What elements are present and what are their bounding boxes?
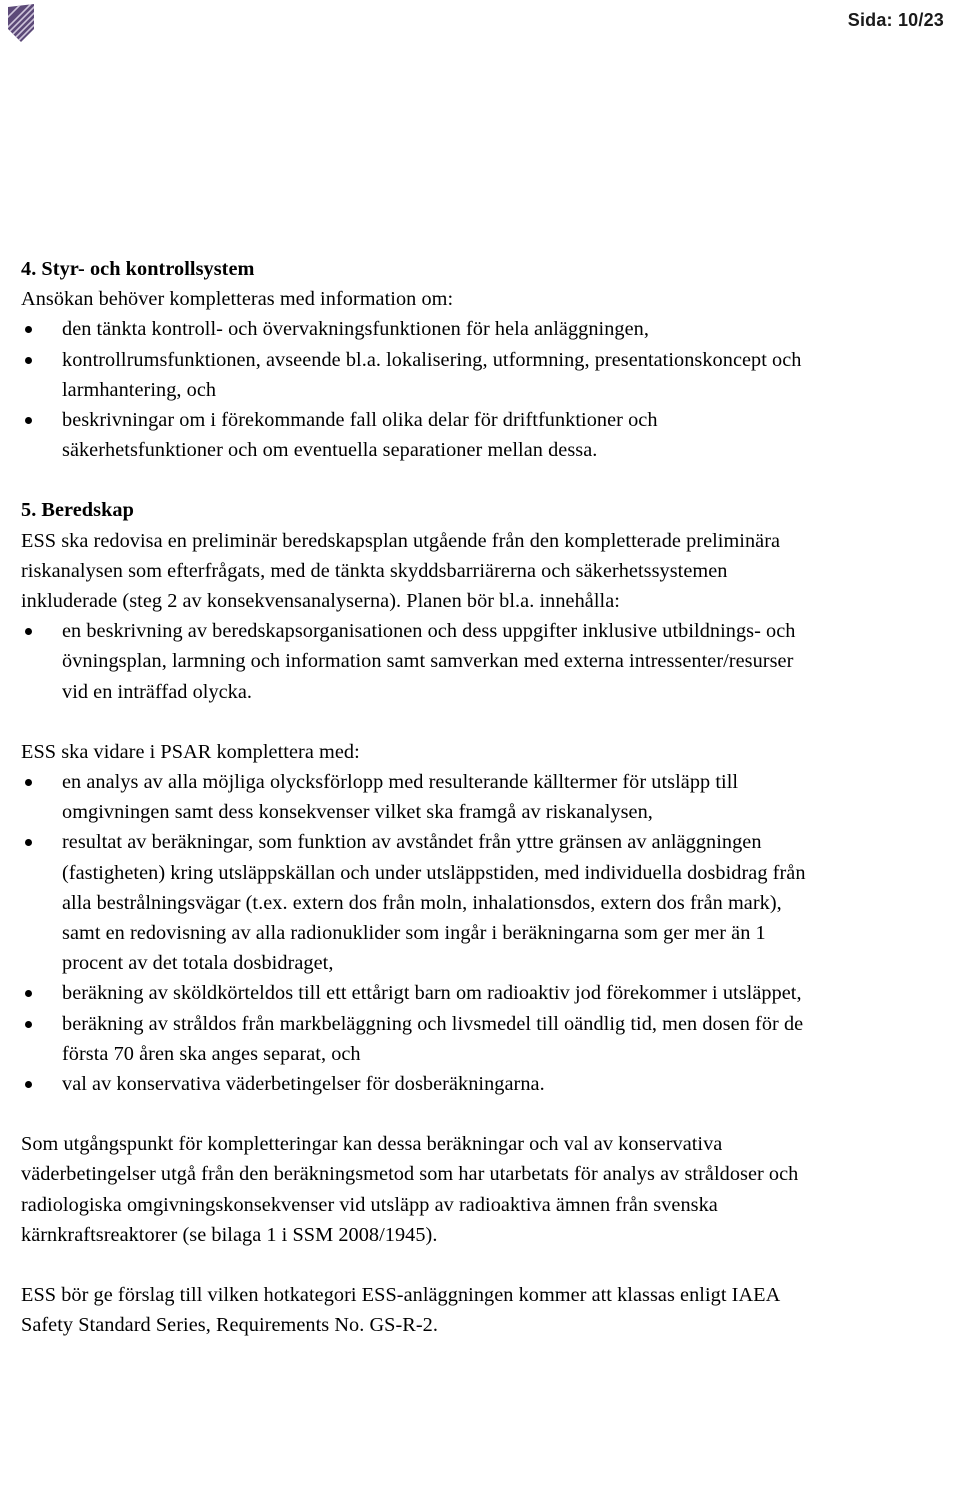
bullet-icon [25,1021,32,1028]
list-item: kontrollrumsfunktionen, avseende bl.a. lokalisering, utformning, presentationskoncept och larmhantering, och [21,345,821,405]
list-item: beräkning av sköldkörteldos till ett ettårigt barn om radioaktiv jod förekommer i utsläppet, [21,978,821,1008]
page-number: Sida: 10/23 [847,10,944,30]
bullet-icon [25,779,32,786]
psar-intro: ESS ska vidare i PSAR komplettera med: [21,740,360,763]
bullet-icon [25,990,32,997]
bullet-icon [25,326,32,333]
section-4-intro: Ansökan behöver kompletteras med information om: [21,288,454,311]
bullet-icon [25,357,32,364]
method-paragraph: Som utgångspunkt för kompletteringar kan dessa beräkningar och val av konservativa väderbetingelser utgå från den beräkningsmetod som har utarbetats för analys av stråldoser och radiologiska omgivningskonsekvenser vid utsläpp av radioaktiva ämnen från svenska kärnkraftsreaktorer (se bilaga 1 i SSM 2008/1945). [21,1133,799,1246]
section-4-list [21,314,821,465]
section-4-heading: 4. Styr- och kontrollsystem [21,258,255,280]
section-5-heading: 5. Beredskap [21,499,134,522]
logo-icon [7,4,35,42]
bullet-icon [25,628,32,635]
section-5-list [21,616,821,707]
document-body [21,254,821,1341]
category-paragraph: ESS bör ge förslag till vilken hotkategori ESS-anläggningen kommer att klassas enligt IAEA Safety Standard Series, Requirements No. GS-R-2. [21,1284,780,1337]
psar-list [21,767,821,1099]
list-item: resultat av beräkningar, som funktion av avståndet från yttre gränsen av anläggningen (fastigheten) kring utsläppskällan och under utsläppstiden, med individuella dosbidrag från alla bestrålningsvägar (t.ex. extern dos från moln, inhalationsdos, extern dos från mark), samt en redovisning av alla radionuklider som ingår i beräkningarna som ger mer än 1 procent av det totala dosbidraget, [21,827,821,978]
bullet-icon [25,1081,32,1088]
list-item: den tänkta kontroll- och övervakningsfunktionen för hela anläggningen, [21,314,821,344]
list-item: beräkning av stråldos från markbeläggning och livsmedel till oändlig tid, men dosen för de första 70 åren ska anges separat, och [21,1009,821,1069]
list-item: val av konservativa väderbetingelser för dosberäkningarna. [21,1069,821,1099]
section-5-intro: ESS ska redovisa en preliminär beredskapsplan utgående från den kompletterade preliminära riskanalysen som efterfrågats, med de tänkta skyddsbarriärerna och säkerhetssystemen inkluderade (steg 2 av konsekvensanalyserna). Planen bör bl.a. innehålla: [21,529,781,613]
bullet-icon [25,839,32,846]
list-item: beskrivningar om i förekommande fall olika delar för driftfunktioner och säkerhetsfunktioner och om eventuella separationer mellan dessa. [21,405,821,465]
bullet-icon [25,417,32,424]
list-item: en analys av alla möjliga olycksförlopp med resulterande källtermer för utsläpp till omgivningen samt dess konsekvenser vilket ska framgå av riskanalysen, [21,767,821,827]
list-item: en beskrivning av beredskapsorganisationen och dess uppgifter inklusive utbildnings- och övningsplan, larmning och information samt samverkan med externa intressenter/resurser vid en inträffad olycka. [21,616,821,707]
